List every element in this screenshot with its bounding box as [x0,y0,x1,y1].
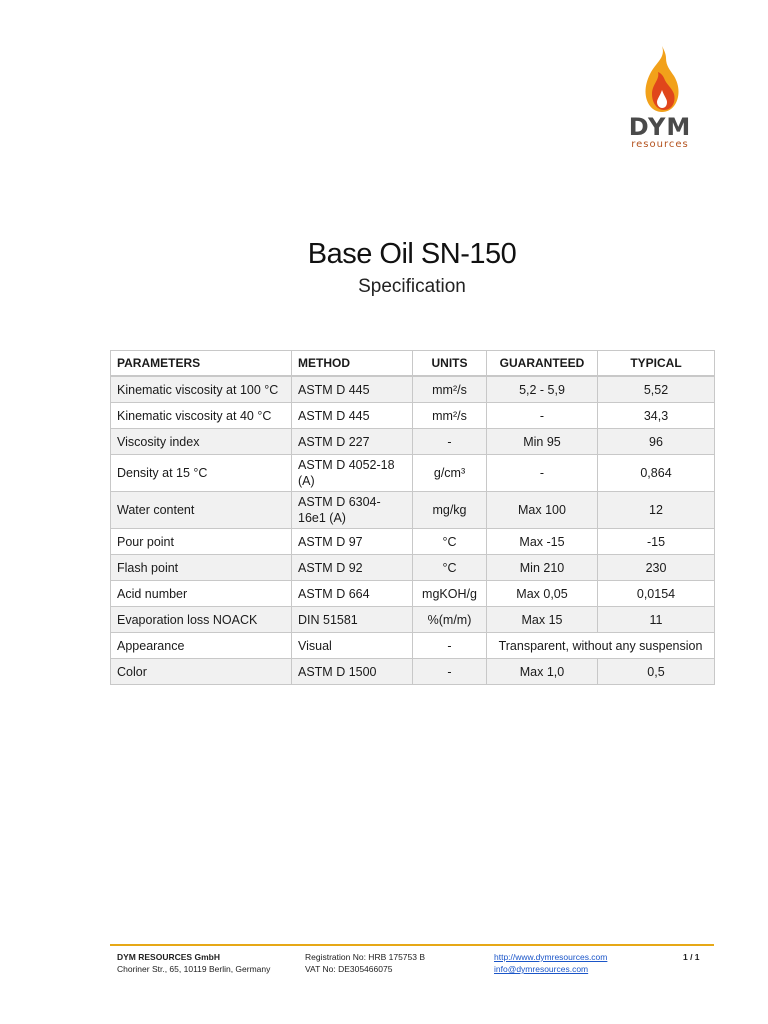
table-row [111,403,715,429]
header-method: METHOD [292,351,413,377]
cell-typical: -15 [598,529,715,555]
cell-method: ASTM D 445 [292,376,413,403]
cell-guaranteed: Max 100 [487,492,598,529]
cell-parameter: Kinematic viscosity at 40 °C [111,403,292,429]
cell-merged-appearance: Transparent, without any suspension [487,633,715,659]
cell-parameter: Viscosity index [111,429,292,455]
cell-parameter: Density at 15 °C [111,455,292,492]
cell-typical: 0,0154 [598,581,715,607]
footer-registration-block [305,951,425,975]
company-logo [626,44,694,152]
header-parameters: PARAMETERS [111,351,292,377]
cell-method: ASTM D 97 [292,529,413,555]
header-typical: TYPICAL [598,351,715,377]
table-header-row [111,351,715,377]
footer-contact-block [494,951,607,975]
cell-parameter: Evaporation loss NOACK [111,607,292,633]
footer-registration: Registration No: HRB 175753 B [305,952,426,962]
cell-method: Visual [292,633,413,659]
cell-units: g/cm³ [413,455,487,492]
cell-method: ASTM D 227 [292,429,413,455]
footer-address: Choriner Str., 65, 10119 Berlin, Germany [117,964,271,974]
table-row [111,529,715,555]
cell-typical: 0,864 [598,455,715,492]
cell-method: DIN 51581 [292,607,413,633]
cell-units: °C [413,529,487,555]
table-row [111,492,715,529]
footer-company-name: DYM RESOURCES GmbH [117,952,220,962]
cell-units: - [413,659,487,685]
cell-parameter: Color [111,659,292,685]
cell-units: - [413,633,487,659]
cell-method: ASTM D 664 [292,581,413,607]
table-row [111,581,715,607]
footer-page-number: 1 / 1 [683,952,700,962]
cell-guaranteed: - [487,403,598,429]
footer-vat: VAT No: DE305466075 [305,964,393,974]
cell-units: %(m/m) [413,607,487,633]
cell-typical: 5,52 [598,376,715,403]
flame-drop-icon [636,44,684,116]
cell-typical: 96 [598,429,715,455]
cell-parameter: Flash point [111,555,292,581]
cell-units: °C [413,555,487,581]
cell-guaranteed: 5,2 - 5,9 [487,376,598,403]
table-row [111,555,715,581]
cell-parameter: Pour point [111,529,292,555]
cell-parameter: Kinematic viscosity at 100 °C [111,376,292,403]
cell-parameter: Appearance [111,633,292,659]
cell-units: mm²/s [413,376,487,403]
cell-typical: 11 [598,607,715,633]
cell-units: - [413,429,487,455]
logo-tagline: resources [631,139,689,150]
cell-units: mg/kg [413,492,487,529]
cell-guaranteed: Max -15 [487,529,598,555]
cell-typical: 12 [598,492,715,529]
document-subtitle: Specification [358,276,466,297]
cell-method: ASTM D 1500 [292,659,413,685]
table-row [111,607,715,633]
table-row [111,659,715,685]
cell-typical: 34,3 [598,403,715,429]
footer-email-link[interactable]: info@dymresources.com [494,964,589,974]
cell-units: mgKOH/g [413,581,487,607]
cell-method: ASTM D 445 [292,403,413,429]
specification-table [110,350,715,685]
cell-guaranteed: Min 95 [487,429,598,455]
footer-company-block [117,951,270,975]
table-row [111,429,715,455]
document-title: Base Oil SN-150 [307,238,517,270]
cell-typical: 0,5 [598,659,715,685]
table-row [111,376,715,403]
table-row [111,633,715,659]
footer-website-link[interactable]: http://www.dymresources.com [494,952,608,962]
cell-method: ASTM D 4052-18 (A) [292,455,413,492]
cell-typical: 230 [598,555,715,581]
footer-divider [110,944,714,946]
cell-guaranteed: Max 1,0 [487,659,598,685]
header-guaranteed: GUARANTEED [487,351,598,377]
cell-parameter: Acid number [111,581,292,607]
cell-guaranteed: - [487,455,598,492]
cell-units: mm²/s [413,403,487,429]
cell-guaranteed: Min 210 [487,555,598,581]
cell-guaranteed: Max 0,05 [487,581,598,607]
cell-guaranteed: Max 15 [487,607,598,633]
cell-method: ASTM D 92 [292,555,413,581]
logo-wordmark: DYM [628,113,692,141]
cell-parameter: Water content [111,492,292,529]
table-row [111,455,715,492]
cell-method: ASTM D 6304-16e1 (A) [292,492,413,529]
header-units: UNITS [413,351,487,377]
